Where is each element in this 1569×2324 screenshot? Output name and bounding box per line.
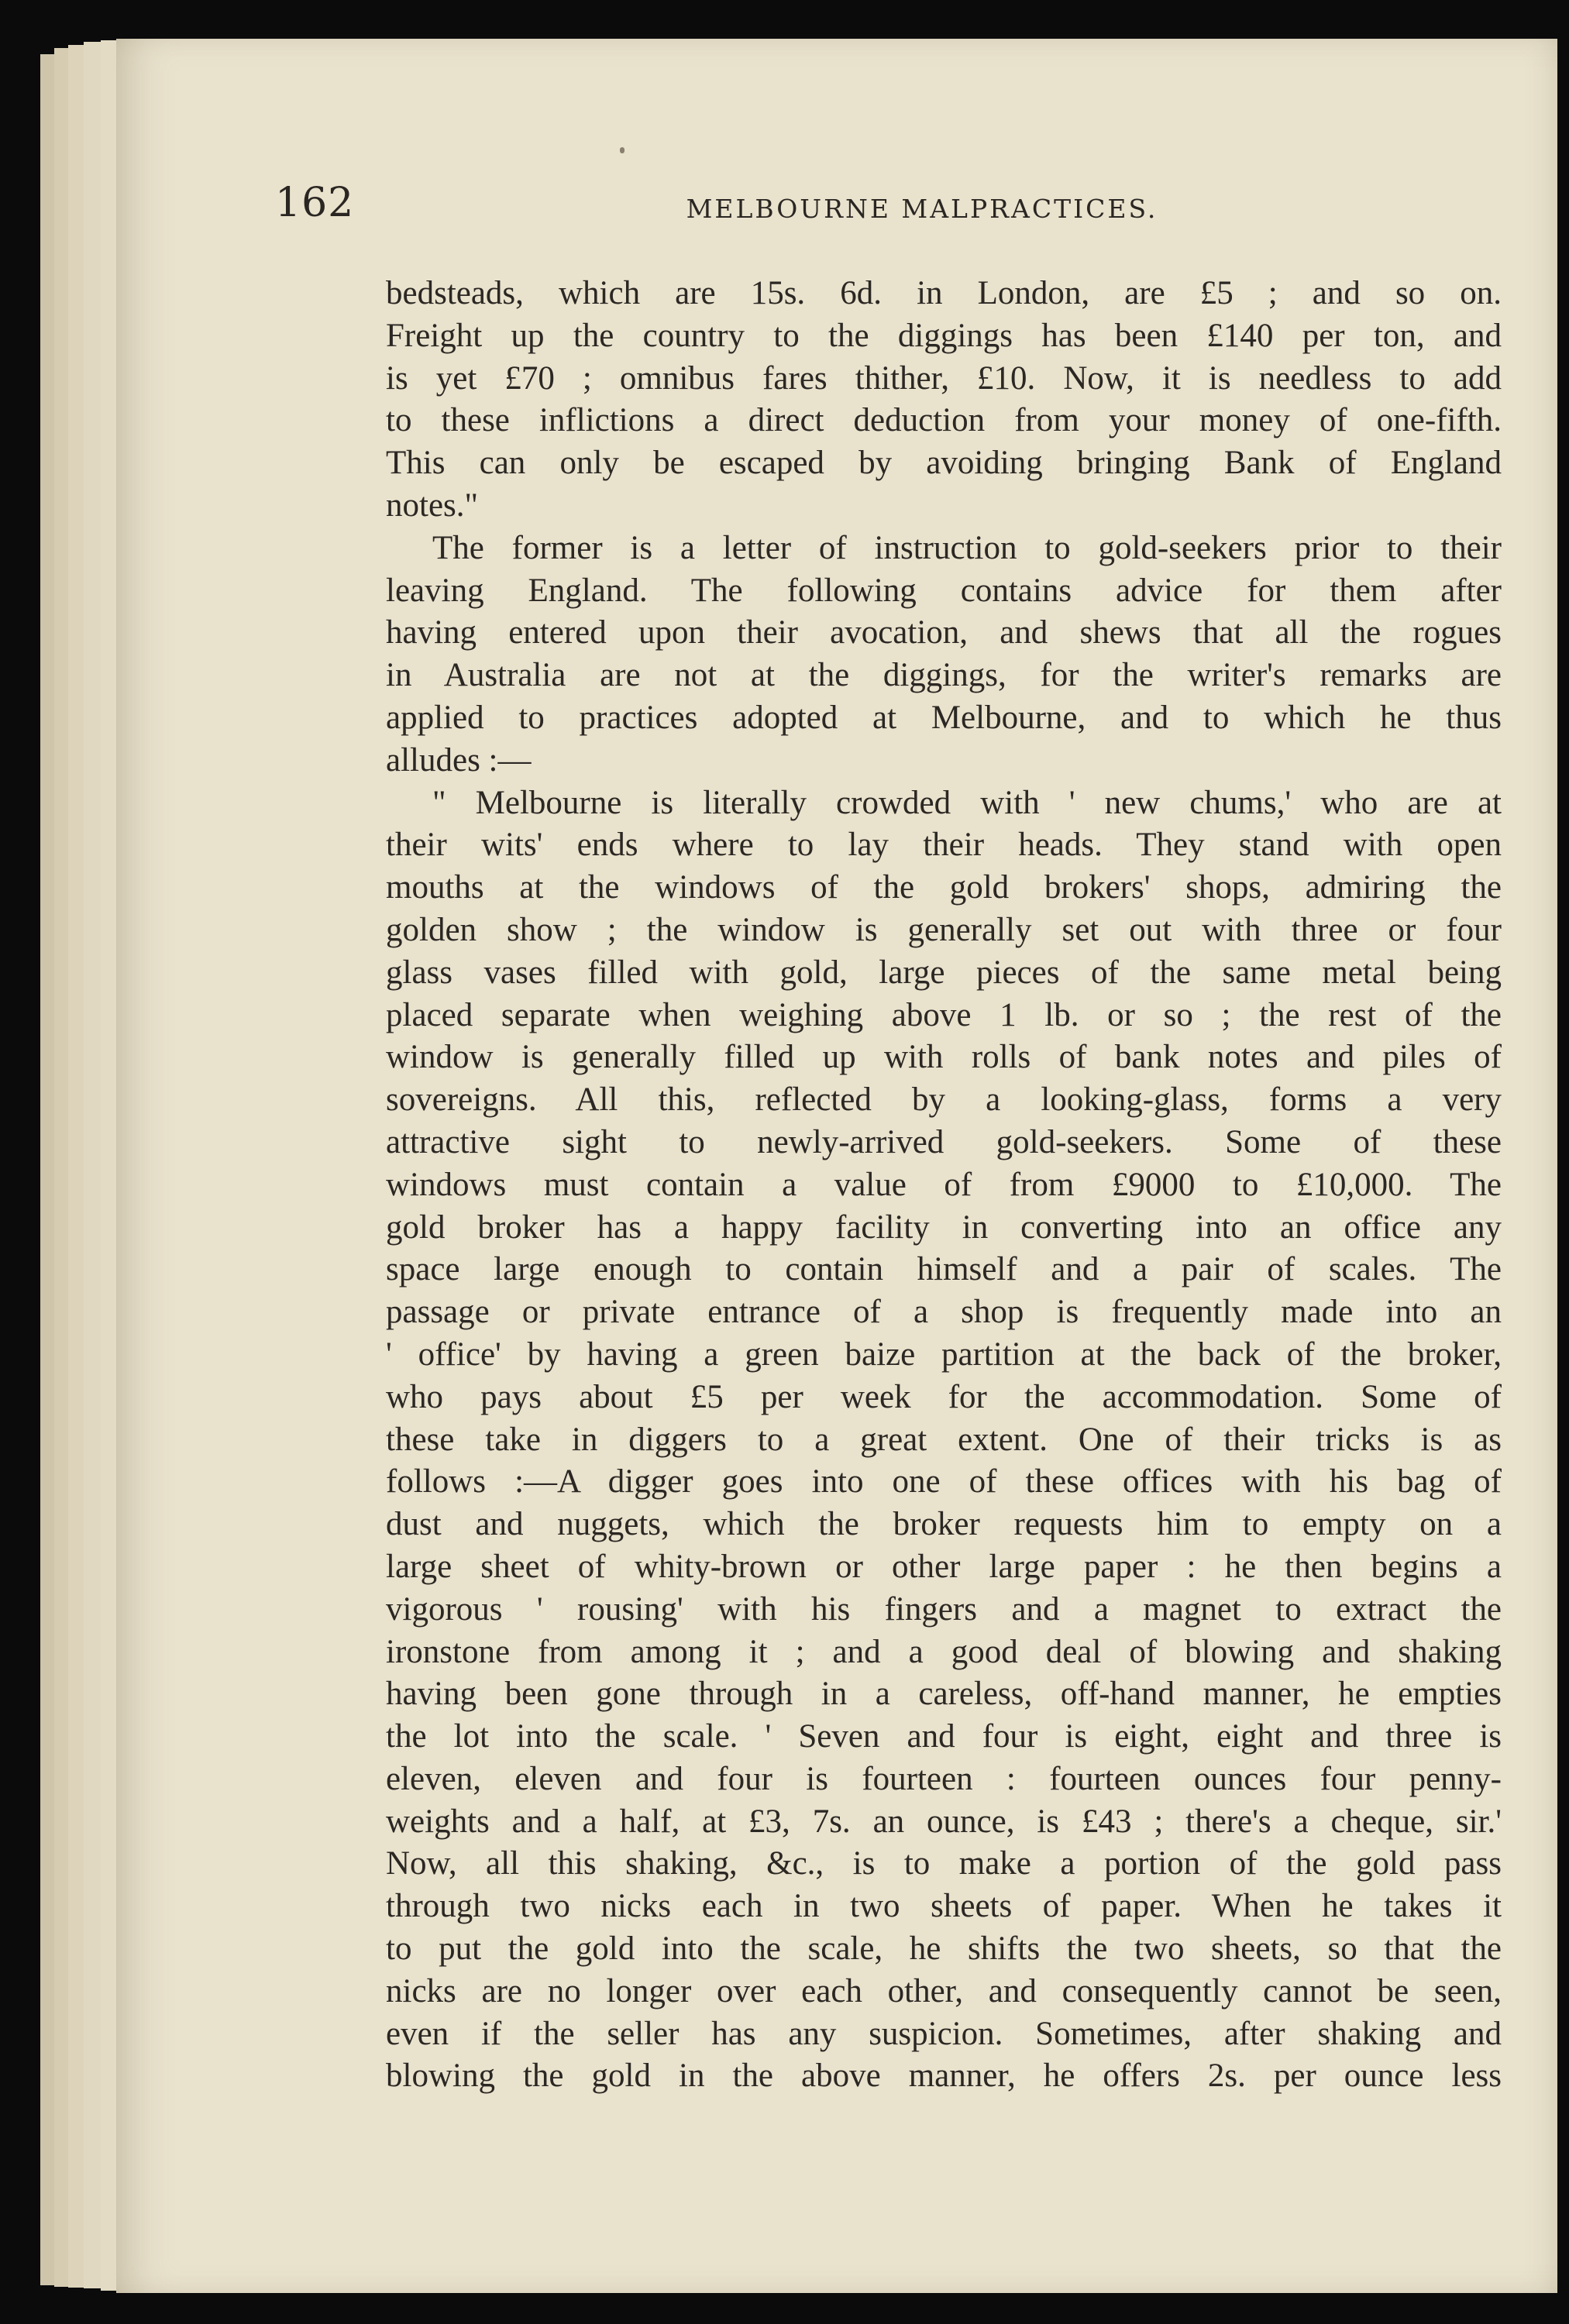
text-line: to these inflictions a direct deduction from your money of one-fifth. — [386, 402, 1502, 439]
text-line: The former is a letter of instruction to gold-seekers prior to their — [432, 529, 1502, 566]
text-line: ironstone from among it ; and a good deal of blowing and shaking — [386, 1633, 1502, 1670]
page-number: 162 — [275, 180, 355, 226]
paper-speck — [620, 147, 625, 153]
text-line: window is generally filled up with rolls of bank notes and piles of — [386, 1039, 1502, 1076]
text-line: attractive sight to newly-arrived gold-seekers. Some of these — [386, 1123, 1502, 1160]
text-line: in Australia are not at the diggings, for the writer's remarks are — [386, 657, 1502, 694]
text-line: blowing the gold in the above manner, he offers 2s. per ounce less — [386, 2058, 1502, 2095]
running-title: MELBOURNE MALPRACTICES. — [686, 194, 1158, 224]
text-line: bedsteads, which are 15s. 6d. in London, are £5 ; and so on. — [386, 275, 1502, 311]
paragraph — [386, 528, 1502, 782]
text-line: the lot into the scale. ' Seven and four is eight, eight and three is — [386, 1718, 1502, 1755]
text-line: eleven, eleven and four is fourteen : fourteen ounces four penny- — [386, 1760, 1502, 1797]
text-line: leaving England. The following contains advice for them after — [386, 572, 1502, 609]
text-line: golden show ; the window is generally set out with three or four — [386, 911, 1502, 948]
paragraph — [386, 273, 1502, 528]
text-line: space large enough to contain himself and a pair of scales. The — [386, 1251, 1502, 1288]
text-line: weights and a half, at £3, 7s. an ounce, is £43 ; there's a cheque, sir.' — [386, 1803, 1502, 1840]
text-line: these take in diggers to a great extent. One of their tricks is as — [386, 1421, 1502, 1458]
text-line: sovereigns. All this, reflected by a looking-glass, forms a very — [386, 1081, 1502, 1119]
page-header — [275, 180, 1499, 242]
text-line: ' office' by having a green baize partition at the back of the broker, — [386, 1336, 1502, 1373]
text-line: who pays about £5 per week for the accommodation. Some of — [386, 1378, 1502, 1415]
text-line: applied to practices adopted at Melbourne, and to which he thus — [386, 699, 1502, 736]
body-text — [386, 273, 1502, 2098]
text-line: gold broker has a happy facility in converting into an office any — [386, 1208, 1502, 1246]
text-line: to put the gold into the scale, he shifts the two sheets, so that the — [386, 1930, 1502, 1968]
text-line: follows :—A digger goes into one of these offices with his bag of — [386, 1463, 1502, 1501]
text-line: even if the seller has any suspicion. Sometimes, after shaking and — [386, 2015, 1502, 2052]
text-line: windows must contain a value of from £9000 to £10,000. The — [386, 1166, 1502, 1203]
text-line: their wits' ends where to lay their heads. They stand with open — [386, 827, 1502, 864]
text-line: alludes :— — [386, 741, 532, 779]
text-line: " Melbourne is literally crowded with ' new chums,' who are at — [432, 784, 1502, 821]
text-line: is yet £70 ; omnibus fares thither, £10. Now, it is needless to add — [386, 359, 1502, 397]
text-line: glass vases filled with gold, large pieces of the same metal being — [386, 954, 1502, 991]
text-line: large sheet of whity-brown or other large paper : he then begins a — [386, 1548, 1502, 1585]
text-line: Now, all this shaking, &c., is to make a portion of the gold pass — [386, 1845, 1502, 1882]
text-line: This can only be escaped by avoiding bringing Bank of England — [386, 445, 1502, 482]
text-line: passage or private entrance of a shop is frequently made into an — [386, 1294, 1502, 1331]
paragraph — [386, 782, 1502, 2099]
text-line: nicks are no longer over each other, and consequently cannot be seen, — [386, 1972, 1502, 2009]
text-line: mouths at the windows of the gold brokers' shops, admiring the — [386, 869, 1502, 906]
text-line: having entered upon their avocation, and shews that all the rogues — [386, 614, 1502, 651]
text-line: having been gone through in a careless, off-hand manner, he empties — [386, 1676, 1502, 1713]
text-line: notes." — [386, 486, 479, 524]
text-line: dust and nuggets, which the broker requests him to empty on a — [386, 1506, 1502, 1543]
text-line: vigorous ' rousing' with his fingers and a magnet to extract the — [386, 1590, 1502, 1628]
text-line: placed separate when weighing above 1 lb. or so ; the rest of the — [386, 996, 1502, 1033]
text-line: Freight up the country to the diggings has been £140 per ton, and — [386, 317, 1502, 354]
text-line: through two nicks each in two sheets of paper. When he takes it — [386, 1888, 1502, 1925]
